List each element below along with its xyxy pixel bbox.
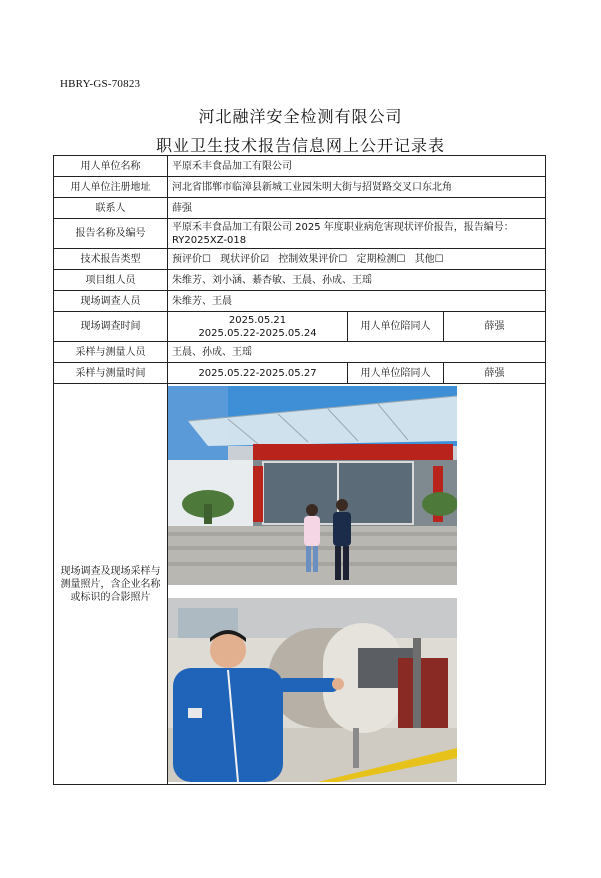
sampling-staff-value: 王晨、孙成、王瑶 [168, 342, 546, 363]
contact-value: 薛强 [168, 198, 546, 219]
survey-companion-value: 薛强 [444, 312, 546, 342]
unit-address-label: 用人单位注册地址 [54, 177, 168, 198]
row-photos [54, 384, 546, 785]
form-title: 职业卫生技术报告信息网上公开记录表 [155, 136, 445, 155]
row-survey-time [54, 312, 546, 342]
row-report [54, 219, 546, 249]
row-survey-staff [54, 291, 546, 312]
report-value [168, 219, 546, 249]
contact-label: 联系人 [54, 198, 168, 219]
sampling-staff-label: 采样与测量人员 [54, 342, 168, 363]
photo-building-entrance [168, 386, 457, 585]
option-status-evaluation: 现状评价☑ [220, 253, 270, 265]
report-type-label: 技术报告类型 [54, 249, 168, 270]
survey-date-2: 2025.05.22-2025.05.24 [198, 327, 317, 339]
row-unit-address [54, 177, 546, 198]
photos-label: 现场调查及现场采样与测量照片，含企业名称或标识的合影照片 [54, 384, 168, 785]
photos-cell [168, 384, 546, 785]
unit-name-label: 用人单位名称 [54, 156, 168, 177]
sampling-time-label: 采样与测量时间 [54, 363, 168, 384]
photo-boiler-room [168, 598, 457, 782]
survey-time-label: 现场调查时间 [54, 312, 168, 342]
survey-date-1: 2025.05.21 [228, 314, 287, 326]
option-pre-evaluation: 预评价☐ [172, 253, 211, 265]
team-label: 项目组人员 [54, 270, 168, 291]
option-control-effect-evaluation: 控制效果评价☐ [278, 253, 348, 265]
row-contact [54, 198, 546, 219]
report-name: 平原禾丰食品加工有限公司 2025 年度职业病危害现状评价报告，报告编号： [172, 221, 514, 233]
sampling-companion-label: 用人单位陪同人 [348, 363, 444, 384]
sampling-time-value: 2025.05.22-2025.05.27 [168, 363, 348, 384]
survey-companion-label: 用人单位陪同人 [348, 312, 444, 342]
option-other: 其他☐ [414, 253, 444, 265]
team-value: 朱维芳、刘小涵、綦杏敏、王晨、孙成、王瑶 [168, 270, 546, 291]
report-number: RY2025XZ-018 [172, 234, 247, 246]
row-sampling-staff [54, 342, 546, 363]
survey-staff-label: 现场调查人员 [54, 291, 168, 312]
record-table [53, 155, 546, 785]
unit-address-value: 河北省邯郸市临漳县新城工业园朱明大街与招贤路交叉口东北角 [168, 177, 546, 198]
report-type-options [168, 249, 546, 270]
sampling-companion-value: 薛强 [444, 363, 546, 384]
report-label: 报告名称及编号 [54, 219, 168, 249]
option-periodic-testing: 定期检测☐ [356, 253, 406, 265]
unit-name-value: 平原禾丰食品加工有限公司 [168, 156, 546, 177]
building-entrance-image [168, 386, 457, 585]
row-sampling-time [54, 363, 546, 384]
survey-staff-value: 朱维芳、王晨 [168, 291, 546, 312]
row-unit-name [54, 156, 546, 177]
row-report-type [54, 249, 546, 270]
document-code: HBRY-GS-70823 [60, 78, 141, 90]
company-title: 河北融洋安全检测有限公司 [198, 107, 403, 126]
survey-time-value [168, 312, 348, 342]
boiler-room-image [168, 598, 457, 782]
row-team [54, 270, 546, 291]
